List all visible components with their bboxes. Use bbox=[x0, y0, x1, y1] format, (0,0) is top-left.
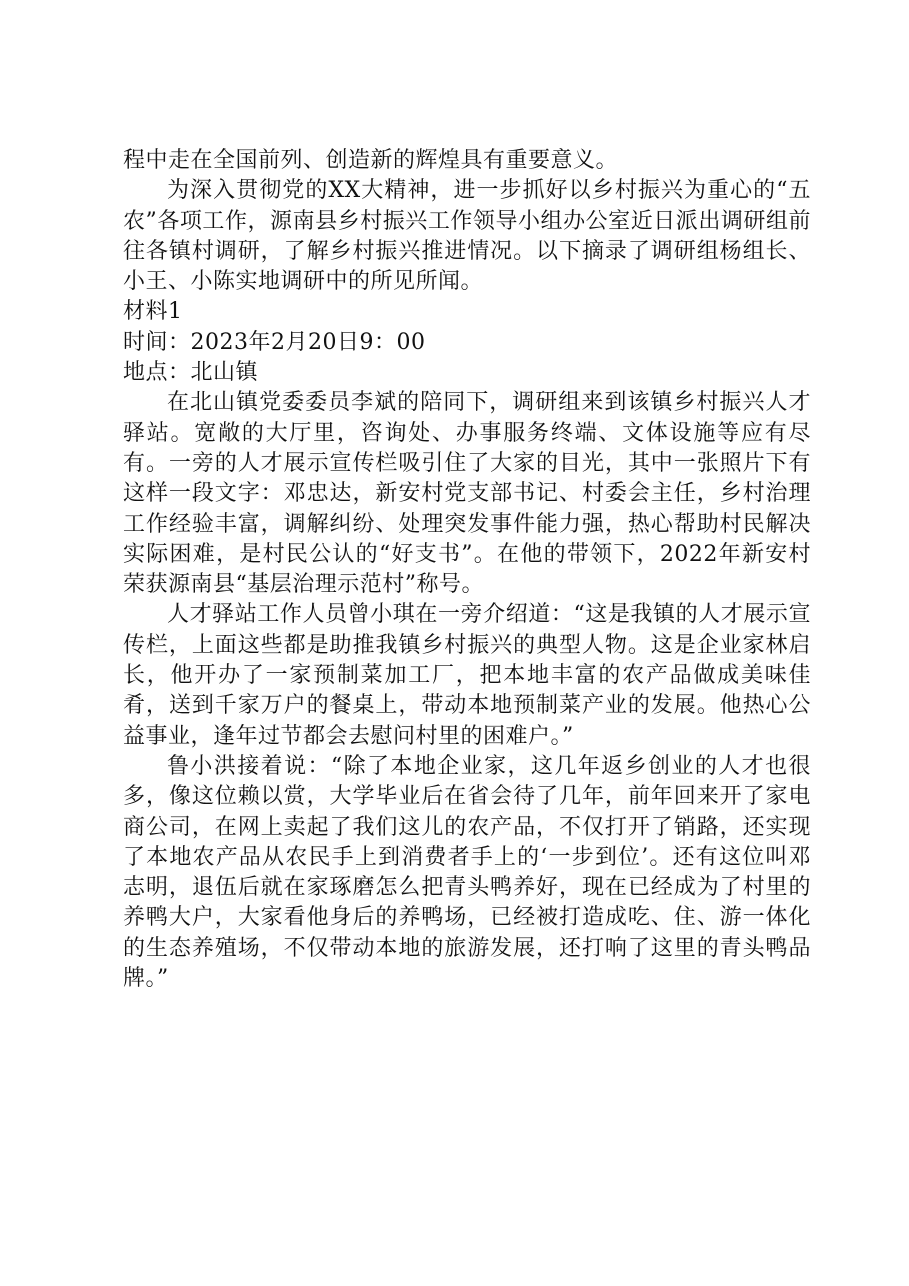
paragraph-staff-intro: 人才驿站工作人员曾小琪在一旁介绍道：“这是我镇的人才展示宣传栏，上面这些都是助推我镇乡村振兴的典型人物。这是企业家林启长，他开办了一家预制菜加工厂，把本地丰富的农产品做成美味佳肴，送到千家万户的餐桌上，带动本地预制菜产业的发展。他热心公益事业，逢年过节都会去慰问村里的困难户。” bbox=[123, 602, 811, 749]
material-heading: 材料1 bbox=[123, 299, 183, 325]
paragraph-intro: 为深入贯彻党的XX大精神，进一步抓好以乡村振兴为重心的“五农”各项工作，源南县乡村振兴工作领导小组办公室近日派出调研组前往各镇村调研，了解乡村振兴推进情况。以下摘录了调研组杨组长、小王、小陈实地调研中的所见所闻。 bbox=[123, 178, 811, 295]
paragraph-returnees: 鲁小洪接着说：“除了本地企业家，这几年返乡创业的人才也很多，像这位赖以赏，大学毕业后在省会待了几年，前年回来开了家电商公司，在网上卖起了我们这儿的农产品，不仅打开了销路，还实现了本地农产品从农民手上到消费者手上的‘一步到位’。还有这位叫邓志明，退伍后就在家琢磨怎么把青头鸭养好，现在已经成为了村里的养鸭大户，大家看他身后的养鸭场，已经被打造成吃、住、游一体化的生态养殖场，不仅带动本地的旅游发展，还打响了这里的青头鸭品牌。” bbox=[123, 753, 811, 992]
paragraph-station: 在北山镇党委委员李斌的陪同下，调研组来到该镇乡村振兴人才驿站。宽敞的大厅里，咨询处、办事服务终端、文体设施等应有尽有。一旁的人才展示宣传栏吸引住了大家的目光，其中一张照片下有这样一段文字：邓忠达，新安村党支部书记、村委会主任，乡村治理工作经验丰富，调解纠纷、处理突发事件能力强，热心帮助村民解决实际困难，是村民公认的“好支书”。在他的带领下，2022年新安村荣获源南县“基层治理示范村”称号。 bbox=[123, 390, 811, 598]
document-body bbox=[123, 146, 811, 994]
location-line: 地点：北山镇 bbox=[123, 360, 259, 386]
paragraph-continuation: 程中走在全国前列、创造新的辉煌具有重要意义。 bbox=[123, 148, 619, 173]
time-line: 时间：2023年2月20日9：00 bbox=[123, 329, 426, 355]
